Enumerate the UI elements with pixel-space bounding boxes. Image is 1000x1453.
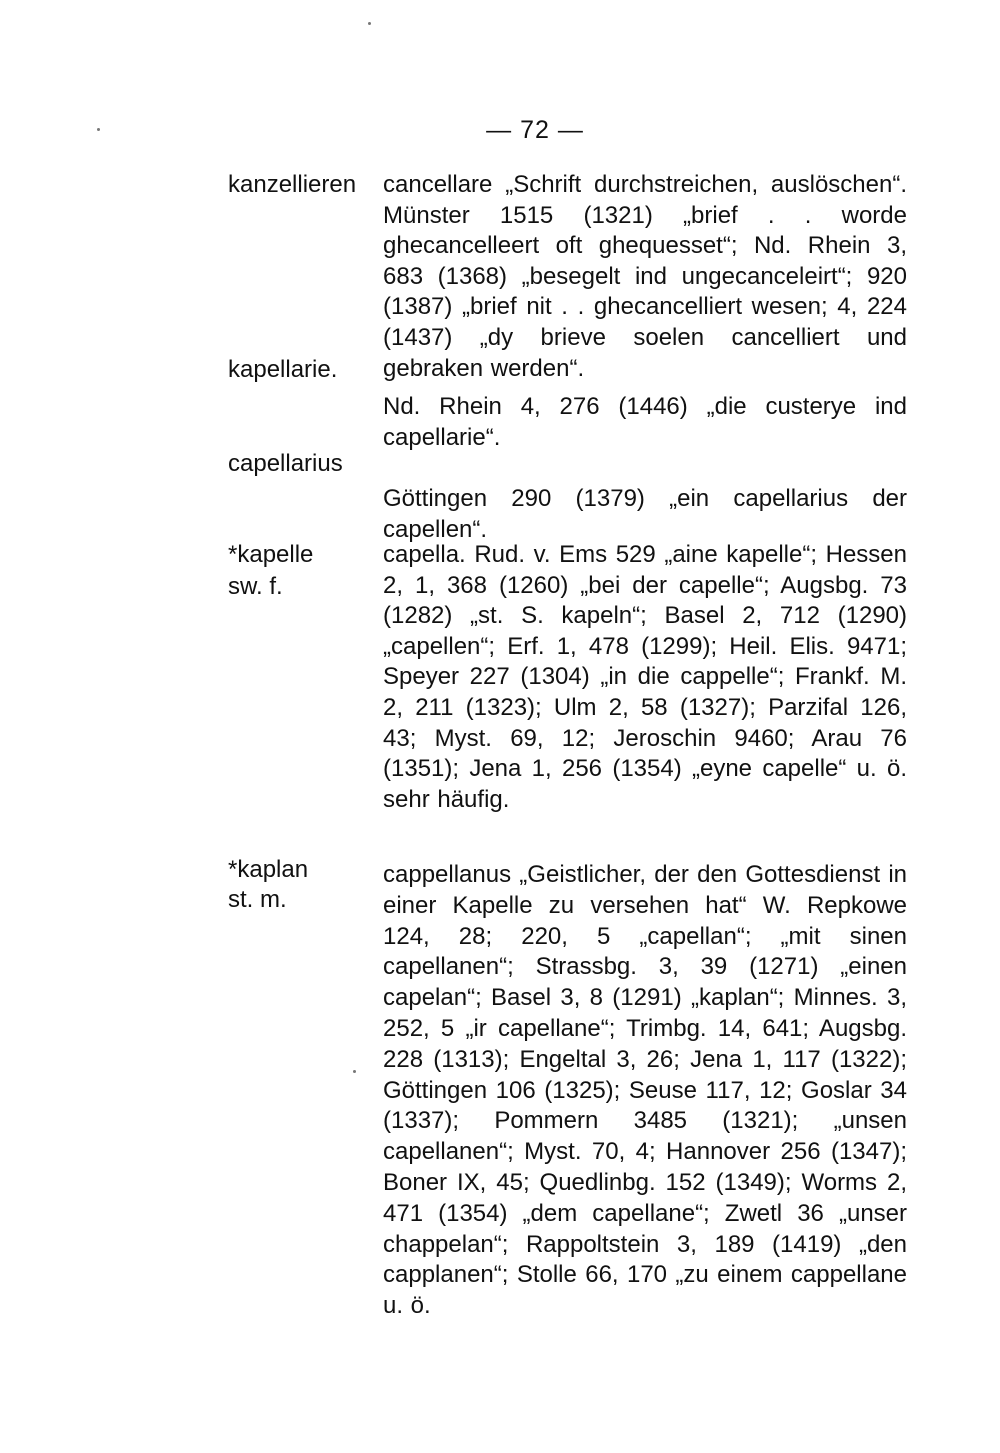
entry-text-kapelle: capella. Rud. v. Ems 529 „aine kapelle“; Hessen 2, 1, 368 (1260) „bei der capelle“; Augsbg. 73 (1282) „st. S. kapeln“; Basel 2, 712 (1290) „capellen“; Erf. 1, 478 (1299); Heil. Elis. 9471; Speyer 227 (1304) „in die cappelle“; Frankf. M. 2, 211 (1323); Ulm 2, 58 (1327); Parzifal 126, 43; Myst. 69, 12; Jeroschin 9460; Arau 76 (1351); Jena 1, 256 (1354) „eyne capelle“ u. ö. sehr häufig.	[383, 541, 907, 813]
entry-text-kaplan: cappellanus „Geistlicher, der den Gottesdienst in einer Kapelle zu versehen hat“ W. Repkowe 124, 28; 220, 5 „capellan“; „mit sinen capellanen“; Strassbg. 3, 39 (1271) „einen capelan“; Basel 3, 8 (1291) „kaplan“; Minnes. 3, 252, 5 „ir capellane“; Trimbg. 14, 641; Augsbg. 228 (1313); Engeltal 3, 26; Jena 1, 117 (1322); Göttingen 106 (1325); Seuse 117, 12; Goslar 34 (1337); Pommern 3485 (1321); „unsen capellanen“; Myst. 70, 4; Hannover 256 (1347); Boner IX, 45; Quedlinbg. 152 (1349); Worms 2, 471 (1354) „dem capellane“; Zwetl 36 „unser chappelan“; Rappoltstein 3, 189 (1419) „den capplanen“; Stolle 66, 170 „zu einem cappellane u. ö.	[383, 861, 907, 1320]
lemma-kapelle: *kapelle	[228, 541, 314, 568]
page-number: — 72 —	[486, 116, 584, 144]
grammar-kaplan: st. m.	[228, 886, 287, 913]
lemma-kanzellieren: kanzellieren	[228, 171, 357, 198]
lemma-capellarius: capellarius	[228, 450, 343, 477]
grammar-kapelle: sw. f.	[228, 573, 283, 600]
entry-text-kapellarie: Nd. Rhein 4, 276 (1446) „die custerye ind capellarie“.	[383, 393, 907, 451]
lemma-kaplan: *kaplan	[228, 856, 309, 883]
entry-text-kanzellieren: cancellare „Schrift durchstreichen, auslöschen“. Münster 1515 (1321) „brief . . worde ghecancelleert oft ghequesset“; Nd. Rhein 3, 683 (1368) „besegelt ind ungecanceleirt“; 920 (1387) „brief nit . . ghecancelliert wesen; 4, 224 (1437) „dy brieve soelen cancelliert und gebraken werden“.	[383, 171, 907, 382]
scan-speck	[368, 22, 371, 25]
scan-speck	[97, 128, 100, 131]
lemma-kapellarie: kapellarie.	[228, 356, 338, 383]
entry-text-capellarius: Göttingen 290 (1379) „ein capellarius der capellen“.	[383, 485, 907, 543]
scan-speck	[353, 1070, 356, 1073]
